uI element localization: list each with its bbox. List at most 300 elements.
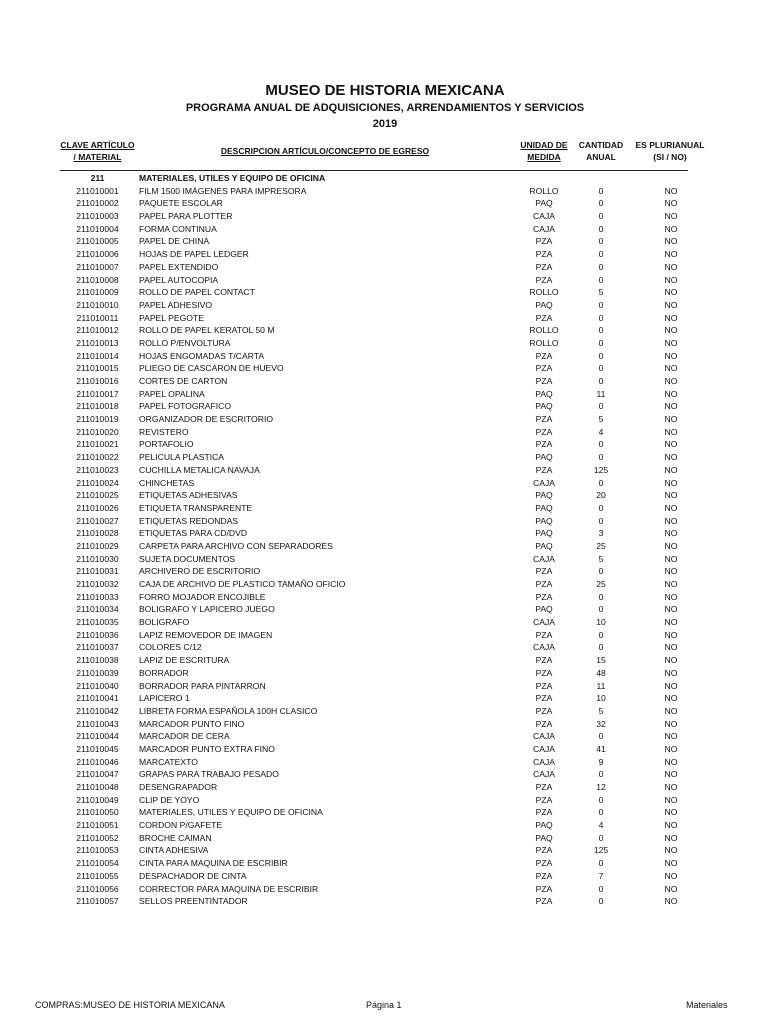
cell-unit: PZA (535, 439, 553, 450)
cell-plurianual: NO (664, 211, 678, 222)
cell-unit: PZA (535, 236, 553, 247)
table-row (0, 794, 770, 807)
table-row (0, 578, 770, 591)
cell-description: PAPEL AUTOCOPIA (139, 274, 219, 285)
cell-quantity: 0 (598, 350, 604, 361)
cell-code: 211010019 (76, 414, 119, 425)
cell-quantity: 0 (598, 477, 604, 488)
category-description: MATERIALES, UTILES Y EQUIPO DE OFICINA (139, 173, 326, 183)
cell-unit: PZA (535, 655, 553, 666)
cell-description: GRAPAS PARA TRABAJO PESADO (139, 769, 279, 780)
table-row (0, 299, 770, 312)
cell-description: LAPICERO 1 (139, 693, 190, 704)
cell-unit: ROLLO (529, 325, 559, 336)
cell-unit: PZA (535, 363, 553, 374)
cell-plurianual: NO (664, 376, 678, 386)
cell-code: 211010027 (76, 515, 119, 526)
cell-plurianual: NO (664, 363, 678, 374)
table-row (0, 756, 770, 769)
table-row (0, 489, 770, 502)
cell-quantity: 0 (598, 566, 604, 577)
cell-plurianual: NO (664, 642, 678, 653)
cell-quantity: 5 (598, 553, 604, 564)
cell-plurianual: NO (664, 680, 678, 691)
column-header-code-line2: / MATERIAL (73, 152, 122, 162)
cell-quantity: 0 (598, 376, 604, 386)
table-row (0, 667, 770, 680)
cell-unit: PZA (535, 566, 553, 577)
cell-plurianual: NO (664, 883, 678, 894)
cell-plurianual: NO (664, 414, 678, 425)
cell-unit: PZA (535, 680, 553, 691)
cell-code: 211010033 (76, 591, 119, 602)
cell-unit: CAJA (533, 223, 555, 234)
cell-quantity: 0 (598, 337, 604, 348)
table-row (0, 362, 770, 375)
table-row (0, 603, 770, 616)
cell-plurianual: NO (664, 553, 678, 564)
cell-unit: CAJA (533, 617, 555, 628)
document-subtitle: PROGRAMA ANUAL DE ADQUISICIONES, ARRENDAMIENTOS Y SERVICIOS (185, 102, 585, 114)
cell-code: 211010008 (76, 274, 119, 285)
cell-plurianual: NO (664, 617, 678, 628)
cell-quantity: 0 (598, 185, 604, 196)
cell-plurianual: NO (664, 464, 678, 475)
table-row (0, 375, 770, 388)
cell-description: ETIQUETAS ADHESIVAS (139, 490, 238, 501)
cell-quantity: 5 (598, 414, 604, 425)
cell-quantity: 0 (598, 299, 604, 310)
cell-code: 211010049 (76, 794, 119, 805)
cell-code: 211010029 (76, 540, 119, 551)
cell-unit: CAJA (533, 731, 555, 742)
cell-code: 211010053 (76, 845, 119, 856)
table-row (0, 883, 770, 896)
cell-plurianual: NO (664, 629, 678, 640)
cell-plurianual: NO (664, 579, 678, 589)
cell-description: LAPIZ REMOVEDOR DE IMAGEN (139, 629, 273, 640)
cell-code: 211010032 (76, 579, 119, 589)
cell-description: SELLOS PREENTINTADOR (139, 896, 248, 907)
cell-description: BROCHE CAIMAN (139, 832, 212, 843)
cell-description: CORTES DE CARTON (139, 376, 228, 386)
cell-plurianual: NO (664, 743, 678, 754)
cell-code: 211010056 (76, 883, 119, 894)
cell-quantity: 0 (598, 769, 604, 780)
category-row (0, 172, 770, 185)
table-row (0, 286, 770, 299)
cell-plurianual: NO (664, 718, 678, 729)
cell-unit: CAJA (533, 769, 555, 780)
table-row (0, 312, 770, 325)
cell-code: 211010045 (76, 743, 119, 754)
cell-quantity: 0 (598, 832, 604, 843)
footer-right: Materiales (686, 1000, 728, 1010)
table-row (0, 629, 770, 642)
cell-quantity: 12 (596, 782, 606, 792)
cell-code: 211010046 (76, 756, 119, 767)
cell-plurianual: NO (664, 515, 678, 526)
column-header-unit-line2: MEDIDA (527, 152, 561, 162)
cell-unit: PAQ (535, 388, 553, 399)
cell-plurianual: NO (664, 807, 678, 818)
cell-plurianual: NO (664, 312, 678, 323)
cell-description: MARCADOR PUNTO FINO (139, 718, 245, 729)
cell-code: 211010057 (76, 896, 119, 907)
cell-code: 211010051 (76, 820, 119, 831)
cell-description: ROLLO DE PAPEL KERATOL 50 M (139, 325, 275, 336)
cell-quantity: 20 (596, 490, 606, 501)
cell-description: PORTAFOLIO (139, 439, 194, 450)
table-row (0, 680, 770, 693)
cell-quantity: 0 (598, 858, 604, 869)
cell-plurianual: NO (664, 528, 678, 539)
cell-quantity: 7 (598, 870, 604, 881)
cell-code: 211010034 (76, 604, 119, 615)
cell-unit: PZA (535, 858, 553, 869)
cell-description: PAPEL DE CHINA (139, 236, 210, 247)
cell-description: DESENGRAPADOR (139, 782, 218, 792)
cell-code: 211010010 (76, 299, 119, 310)
cell-code: 211010004 (76, 223, 119, 234)
table-row (0, 502, 770, 515)
cell-code: 211010007 (76, 261, 119, 272)
cell-code: 211010040 (76, 680, 119, 691)
cell-code: 211010042 (76, 705, 119, 716)
cell-description: CHINCHETAS (139, 477, 195, 488)
table-row (0, 248, 770, 261)
cell-code: 211010035 (76, 617, 119, 628)
cell-description: PAPEL FOTOGRAFICO (139, 401, 232, 412)
column-header-code-line1: CLAVE ARTÍCULO (60, 140, 135, 150)
table-row (0, 616, 770, 629)
table-row (0, 705, 770, 718)
cell-quantity: 4 (598, 820, 604, 831)
cell-plurianual: NO (664, 350, 678, 361)
table-row (0, 197, 770, 210)
cell-code: 211010025 (76, 490, 119, 501)
table-row (0, 324, 770, 337)
table-row (0, 388, 770, 401)
cell-code: 211010026 (76, 502, 119, 513)
cell-unit: PAQ (535, 502, 553, 513)
cell-unit: PZA (535, 718, 553, 729)
cell-quantity: 0 (598, 642, 604, 653)
cell-plurianual: NO (664, 198, 678, 209)
table-row (0, 641, 770, 654)
column-header-quantity (566, 139, 636, 163)
column-header-plurianual-line1: ES PLURIANUAL (635, 140, 705, 150)
cell-description: CORRECTOR PARA MAQUINA DE ESCRIBIR (139, 883, 319, 894)
cell-description: LAPIZ DE ESCRITURA (139, 655, 230, 666)
cell-plurianual: NO (664, 604, 678, 615)
cell-description: DESPACHADOR DE CINTA (139, 870, 247, 881)
cell-unit: PZA (535, 274, 553, 285)
cell-plurianual: NO (664, 185, 678, 196)
cell-quantity: 125 (593, 464, 609, 475)
cell-code: 211010013 (76, 337, 119, 348)
cell-quantity: 11 (596, 388, 606, 399)
cell-description: FILM 1500 IMÁGENES PARA IMPRESORA (139, 185, 307, 196)
cell-description: PAPEL EXTENDIDO (139, 261, 219, 272)
table-body (0, 172, 770, 908)
cell-unit: CAJA (533, 477, 555, 488)
cell-unit: PZA (535, 350, 553, 361)
cell-unit: PAQ (535, 832, 553, 843)
table-row (0, 515, 770, 528)
cell-code: 211010021 (76, 439, 119, 450)
cell-quantity: 0 (598, 223, 604, 234)
table-row (0, 210, 770, 223)
cell-code: 211010006 (76, 249, 119, 260)
cell-code: 211010041 (76, 693, 119, 704)
cell-plurianual: NO (664, 426, 678, 437)
cell-plurianual: NO (664, 540, 678, 551)
cell-plurianual: NO (664, 452, 678, 463)
cell-plurianual: NO (664, 693, 678, 704)
cell-description: ETIQUETA TRANSPARENTE (139, 502, 253, 513)
cell-unit: PZA (535, 883, 553, 894)
cell-description: HOJAS ENGOMADAS T/CARTA (139, 350, 265, 361)
column-header-description (160, 145, 490, 157)
cell-quantity: 0 (598, 211, 604, 222)
cell-code: 211010028 (76, 528, 119, 539)
cell-quantity: 3 (598, 528, 604, 539)
cell-code: 211010014 (76, 350, 119, 361)
table-row (0, 413, 770, 426)
cell-description: PAPEL PEGOTE (139, 312, 204, 323)
cell-quantity: 0 (598, 439, 604, 450)
cell-quantity: 10 (596, 693, 606, 704)
cell-description: FORRO MOJADOR ENCOJIBLE (139, 591, 266, 602)
cell-description: PELICULA PLASTICA (139, 452, 225, 463)
cell-description: CINTA PARA MAQUINA DE ESCRIBIR (139, 858, 288, 869)
cell-unit: PAQ (535, 528, 553, 539)
cell-description: PLIEGO DE CASCARON DE HUEVO (139, 363, 284, 374)
table-row (0, 477, 770, 490)
cell-quantity: 48 (596, 667, 606, 678)
cell-quantity: 41 (596, 743, 606, 754)
cell-description: SUJETA DOCUMENTOS (139, 553, 236, 564)
cell-plurianual: NO (664, 896, 678, 907)
column-header-code (60, 139, 135, 163)
cell-code: 211010011 (76, 312, 119, 323)
cell-description: MARCADOR DE CERA (139, 731, 230, 742)
cell-quantity: 0 (598, 198, 604, 209)
cell-plurianual: NO (664, 477, 678, 488)
cell-description: PAPEL PARA PLOTTER (139, 211, 233, 222)
cell-description: PAPEL OPALINA (139, 388, 205, 399)
cell-code: 211010005 (76, 236, 119, 247)
cell-quantity: 0 (598, 502, 604, 513)
table-row (0, 426, 770, 439)
cell-description: BORRADOR (139, 667, 189, 678)
cell-code: 211010015 (76, 363, 119, 374)
cell-description: COLORES C/12 (139, 642, 202, 653)
cell-plurianual: NO (664, 667, 678, 678)
cell-code: 211010030 (76, 553, 119, 564)
cell-quantity: 125 (593, 845, 609, 856)
cell-quantity: 0 (598, 604, 604, 615)
cell-code: 211010037 (76, 642, 119, 653)
table-row (0, 261, 770, 274)
cell-quantity: 0 (598, 312, 604, 323)
table-row (0, 730, 770, 743)
cell-unit: PAQ (535, 452, 553, 463)
column-header-description-text: DESCRIPCION ARTÍCULO/CONCEPTO DE EGRESO (220, 146, 430, 156)
cell-code: 211010022 (76, 452, 119, 463)
cell-description: BOLIGRAFO Y LAPICERO JUEGO (139, 604, 275, 615)
cell-unit: PZA (535, 376, 553, 386)
cell-plurianual: NO (664, 731, 678, 742)
cell-plurianual: NO (664, 274, 678, 285)
cell-unit: PZA (535, 693, 553, 704)
cell-plurianual: NO (664, 858, 678, 869)
cell-plurianual: NO (664, 832, 678, 843)
cell-plurianual: NO (664, 287, 678, 298)
cell-plurianual: NO (664, 756, 678, 767)
footer-left: COMPRAS:MUSEO DE HISTORIA MEXICANA (35, 1000, 225, 1010)
cell-plurianual: NO (664, 388, 678, 399)
cell-description: ARCHIVERO DE ESCRITORIO (139, 566, 261, 577)
table-row (0, 743, 770, 756)
cell-code: 211010055 (76, 870, 119, 881)
cell-code: 211010047 (76, 769, 119, 780)
table-row (0, 857, 770, 870)
cell-unit: CAJA (533, 211, 555, 222)
cell-plurianual: NO (664, 401, 678, 412)
column-header-plurianual (630, 139, 710, 163)
cell-quantity: 0 (598, 794, 604, 805)
cell-code: 211010036 (76, 629, 119, 640)
cell-code: 211010020 (76, 426, 119, 437)
cell-unit: PZA (535, 591, 553, 602)
cell-quantity: 0 (598, 807, 604, 818)
cell-quantity: 0 (598, 401, 604, 412)
cell-unit: PZA (535, 705, 553, 716)
table-row (0, 350, 770, 363)
cell-unit: PAQ (535, 820, 553, 831)
cell-description: BORRADOR PARA PINTARRON (139, 680, 266, 691)
cell-quantity: 15 (596, 655, 606, 666)
cell-description: ORGANIZADOR DE ESCRITORIO (139, 414, 274, 425)
cell-description: MATERIALES, UTILES Y EQUIPO DE OFICINA (139, 807, 323, 818)
cell-quantity: 25 (596, 579, 606, 589)
cell-plurianual: NO (664, 249, 678, 260)
cell-unit: ROLLO (529, 287, 559, 298)
cell-plurianual: NO (664, 299, 678, 310)
table-row (0, 451, 770, 464)
cell-quantity: 4 (598, 426, 604, 437)
cell-description: CLIP DE YOYO (139, 794, 200, 805)
table-row (0, 692, 770, 705)
cell-unit: PAQ (535, 401, 553, 412)
document-title: MUSEO DE HISTORIA MEXICANA (265, 82, 505, 99)
cell-code: 211010003 (76, 211, 119, 222)
cell-code: 211010009 (76, 287, 119, 298)
cell-plurianual: NO (664, 820, 678, 831)
cell-quantity: 0 (598, 591, 604, 602)
table-row (0, 781, 770, 794)
table-row (0, 806, 770, 819)
table-row (0, 654, 770, 667)
cell-code: 211010016 (76, 376, 119, 386)
cell-quantity: 0 (598, 249, 604, 260)
cell-quantity: 5 (598, 287, 604, 298)
cell-unit: PZA (535, 312, 553, 323)
cell-quantity: 5 (598, 705, 604, 716)
cell-description: PAPEL ADHESIVO (139, 299, 213, 310)
cell-unit: PZA (535, 794, 553, 805)
cell-quantity: 25 (596, 540, 606, 551)
cell-description: ETIQUETAS PARA CD/DVD (139, 528, 248, 539)
cell-unit: PZA (535, 667, 553, 678)
cell-plurianual: NO (664, 566, 678, 577)
cell-plurianual: NO (664, 490, 678, 501)
table-row (0, 553, 770, 566)
cell-code: 211010017 (76, 388, 119, 399)
cell-quantity: 0 (598, 629, 604, 640)
cell-code: 211010052 (76, 832, 119, 843)
cell-unit: PZA (535, 782, 553, 792)
cell-plurianual: NO (664, 655, 678, 666)
cell-description: ROLLO P/ENVOLTURA (139, 337, 231, 348)
table-row (0, 185, 770, 198)
cell-quantity: 0 (598, 731, 604, 742)
cell-code: 211010048 (76, 782, 119, 792)
table-row (0, 235, 770, 248)
cell-code: 211010023 (76, 464, 119, 475)
cell-code: 211010039 (76, 667, 119, 678)
cell-code: 211010001 (76, 185, 119, 196)
cell-unit: PAQ (535, 198, 553, 209)
cell-code: 211010043 (76, 718, 119, 729)
cell-plurianual: NO (664, 705, 678, 716)
cell-description: HOJAS DE PAPEL LEDGER (139, 249, 249, 260)
cell-description: MARCADOR PUNTO EXTRA FINO (139, 743, 275, 754)
cell-unit: PZA (535, 426, 553, 437)
table-row (0, 819, 770, 832)
table-row (0, 844, 770, 857)
table-row (0, 591, 770, 604)
document-year: 2019 (372, 118, 398, 130)
cell-plurianual: NO (664, 769, 678, 780)
cell-description: REVISTERO (139, 426, 189, 437)
cell-unit: ROLLO (529, 185, 559, 196)
cell-unit: CAJA (533, 756, 555, 767)
table-row (0, 718, 770, 731)
cell-code: 211010031 (76, 566, 119, 577)
cell-plurianual: NO (664, 236, 678, 247)
cell-description: CARPETA PARA ARCHIVO CON SEPARADORES (139, 540, 333, 551)
cell-unit: PAQ (535, 540, 553, 551)
cell-unit: CAJA (533, 642, 555, 653)
table-row (0, 768, 770, 781)
cell-quantity: 0 (598, 896, 604, 907)
cell-plurianual: NO (664, 261, 678, 272)
cell-quantity: 32 (596, 718, 606, 729)
cell-description: FORMA CONTINUA (139, 223, 217, 234)
cell-unit: ROLLO (529, 337, 559, 348)
cell-plurianual: NO (664, 782, 678, 792)
cell-quantity: 0 (598, 274, 604, 285)
column-header-quantity-line1: CANTIDAD (578, 140, 624, 150)
cell-unit: PZA (535, 249, 553, 260)
cell-description: ROLLO DE PAPEL CONTACT (139, 287, 255, 298)
cell-unit: PZA (535, 261, 553, 272)
cell-quantity: 9 (598, 756, 604, 767)
cell-quantity: 0 (598, 363, 604, 374)
